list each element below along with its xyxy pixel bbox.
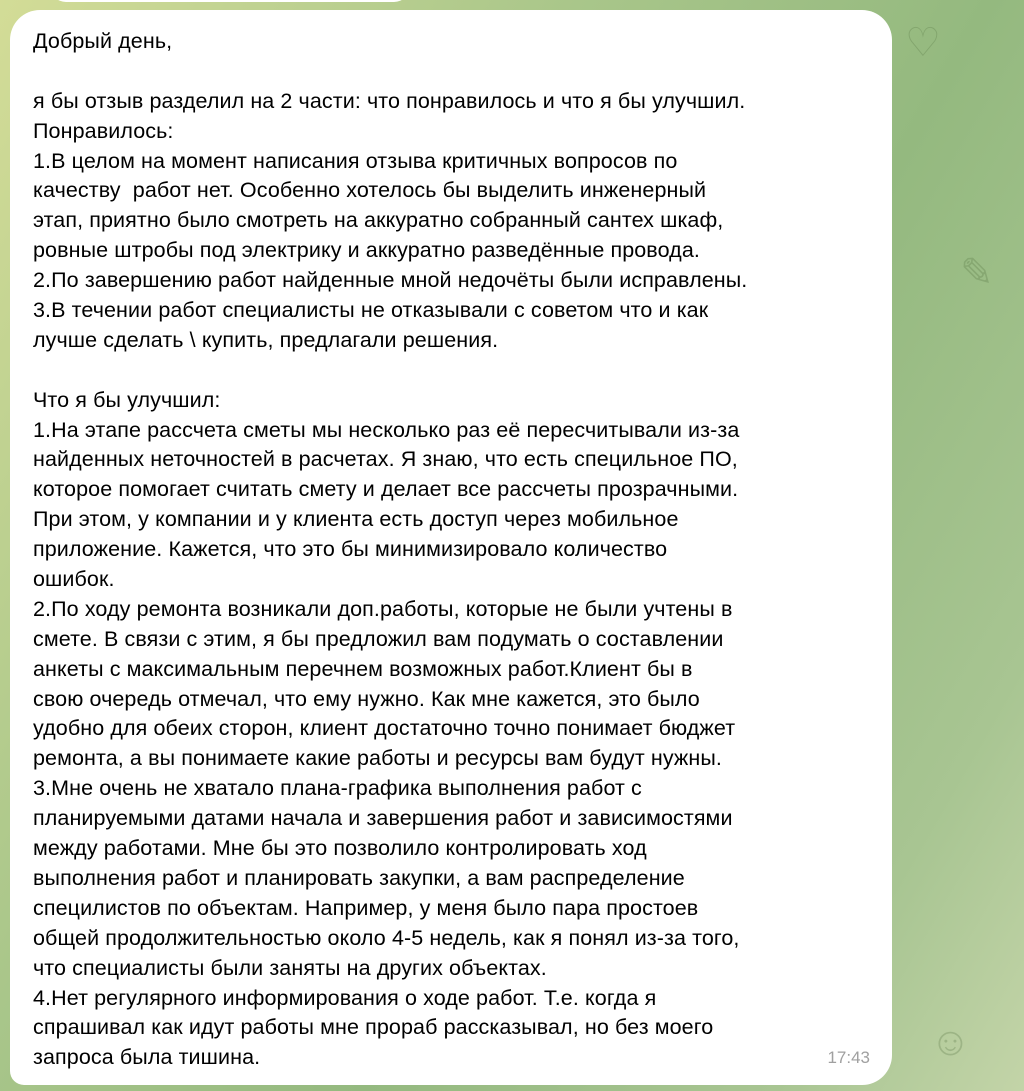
- bird-doodle-icon: ✎: [960, 251, 994, 295]
- message-line: выполнения работ и планировать закупки, а вам распределение: [33, 865, 685, 890]
- message-line: Добрый день,: [33, 29, 173, 53]
- message-line: лучше сделать \ купить, предлагали решения.: [33, 327, 499, 352]
- message-line: Понравилось:: [33, 118, 174, 143]
- message-bubble[interactable]: [10, 10, 892, 1085]
- message-line: ровные штробы под электрику и аккуратно разведённые провода.: [33, 238, 700, 263]
- message-line: 2.По ходу ремонта возникали доп.работы, которые не были учтены в: [33, 596, 733, 621]
- gingerbread-doodle-icon: ☺: [930, 1020, 971, 1064]
- message-line: При этом, у компании и у клиента есть доступ через мобильное: [33, 507, 679, 532]
- message-line: ошибок.: [33, 567, 115, 592]
- message-line: приложение. Кажется, что это бы минимизировало количество: [33, 537, 668, 562]
- message-line: свою очередь отмечал, что ему нужно. Как мне кажется, это было: [33, 686, 700, 711]
- message-line: 4.Нет регулярного информирования о ходе работ. Т.е. когда я: [33, 985, 657, 1010]
- message-line: 1.В целом на момент написания отзыва критичных вопросов по: [33, 148, 678, 173]
- message-line: между работами. Мне бы это позволило контролировать ход: [33, 836, 647, 861]
- message-line: запроса была тишина.: [33, 1045, 261, 1070]
- message-line: удобно для обеих сторон, клиент достаточно точно понимает бюджет: [33, 716, 736, 741]
- message-line: качеству работ нет. Особенно хотелось бы выделить инженерный: [33, 178, 707, 203]
- message-line: смете. В связи с этим, я бы предложил вам подумать о составлении: [33, 626, 724, 651]
- message-line: найденных неточностей в расчетах. Я знаю, что есть специльное ПО,: [33, 447, 738, 472]
- message-line: я бы отзыв разделил на 2 части: что понравилось и что я бы улучшил.: [33, 88, 746, 113]
- message-line: общей продолжительностью около 4-5 недель, как я понял из-за того,: [33, 925, 740, 950]
- previous-message-bubble: [50, 0, 410, 2]
- message-text: [33, 27, 892, 1073]
- message-line: что специалисты были заняты на других объектах.: [33, 955, 547, 980]
- heart-doodle-icon: ♡: [905, 21, 941, 65]
- message-line: анкеты с максимальным перечнем возможных работ.Клиент бы в: [33, 656, 693, 681]
- message-line: этап, приятно было смотреть на аккуратно собранный сантех шкаф,: [33, 208, 724, 233]
- message-line: планируемыми датами начала и завершения работ и зависимостями: [33, 806, 733, 831]
- message-line: ремонта, а вы понимаете какие работы и ресурсы вам будут нужны.: [33, 746, 723, 771]
- message-time: 17:43: [827, 1048, 870, 1067]
- message-line: [33, 57, 892, 87]
- message-line: 2.По завершению работ найденные мной недочёты были исправлены.: [33, 268, 748, 293]
- message-line: спрашивал как идут работы мне прораб рассказывал, но без моего: [33, 1015, 714, 1040]
- message-line: специлистов по объектам. Например, у меня было пара простоев: [33, 895, 699, 920]
- message-line: 3.Мне очень не хватало плана-графика выполнения работ с: [33, 776, 642, 801]
- message-line: 1.На этапе рассчета сметы мы несколько раз её пересчитывали из-за: [33, 417, 740, 442]
- message-line: Что я бы улучшил:: [33, 387, 221, 412]
- message-line: которое помогает считать смету и делает все рассчеты прозрачными.: [33, 477, 739, 502]
- message-line: 3.В течении работ специалисты не отказывали с советом что и как: [33, 298, 709, 323]
- message-line: [33, 356, 892, 386]
